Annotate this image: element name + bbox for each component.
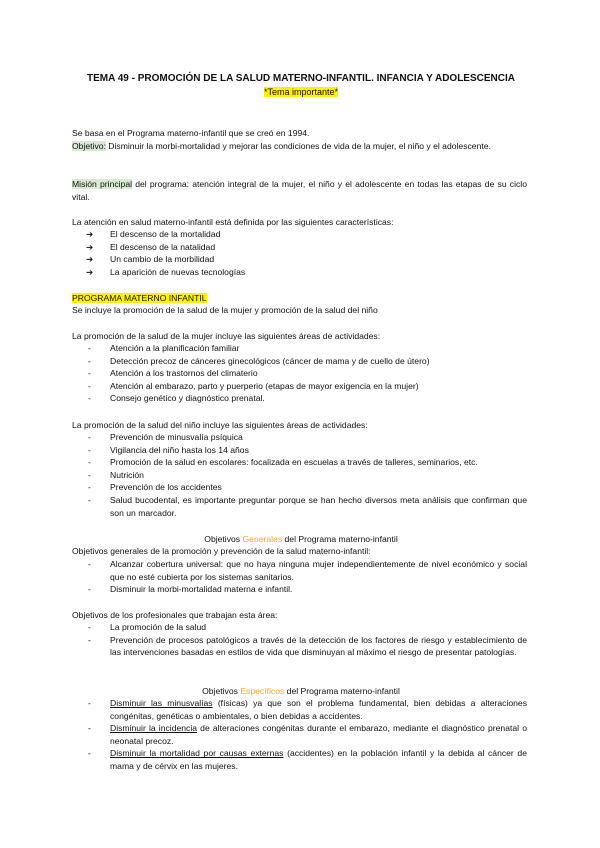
right-arrow-icon: ➔ <box>86 229 94 239</box>
dash-icon: - <box>88 444 91 455</box>
dash-icon: - <box>88 698 91 708</box>
list-item: - La promoción de la salud <box>88 622 207 632</box>
profesionales-intro: Objetivos de los profesionales que trabajan esta área: <box>72 610 278 620</box>
mujer-list <box>72 342 527 405</box>
list-item: - Disminuir la morbi-mortalidad materna e infantil. <box>88 584 293 595</box>
list-item: - Atención a los trastornos del climaterio <box>88 368 258 379</box>
list-item: - Prevención de procesos patológicos a través de la detección de los factores de riesgo y establecimiento de las intervenciones basadas en estilos de vida que disminuyan al máximo el riesgo de presentar patologías. <box>88 634 527 658</box>
list-item: - Prevención de minusvalía psíquica <box>88 432 243 442</box>
dash-icon: - <box>88 343 91 353</box>
list-item: - Salud bucodental, es importante preguntar porque se han hecho diversos meta análisis que confirman que son un marcador. <box>88 494 527 518</box>
list-item: ➔ La aparición de nuevas tecnologías <box>86 266 246 277</box>
nino-intro: La promoción de la salud del niño incluye las siguientes áreas de actividades: <box>72 420 368 430</box>
profesionales-list <box>72 621 527 659</box>
intro-text: Se basa en el Programa materno-infantil que se creó en 1994. <box>72 128 310 138</box>
important-note: *Tema importante* <box>263 86 339 97</box>
list-item: - Atención a la planificación familiar <box>88 343 240 353</box>
dash-icon: - <box>88 380 91 391</box>
right-arrow-icon: ➔ <box>86 266 94 277</box>
caracteristicas-intro: La atención en salud materno-infantil está definida por las siguientes características: <box>72 217 394 227</box>
objetivo-text: Disminuir la morbi-mortalidad y mejorar las condiciones de vida de la mujer, el niño y el adolescente. <box>105 141 491 151</box>
dash-icon: - <box>88 457 91 468</box>
especificos-list <box>72 697 527 773</box>
list-item: ➔ El descenso de la mortalidad <box>86 229 221 239</box>
dash-icon: - <box>88 469 91 480</box>
caracteristicas-list <box>72 228 527 278</box>
dash-icon: - <box>88 584 91 595</box>
list-item: - Prevención de los accidentes <box>88 482 222 493</box>
dash-icon: - <box>88 432 91 442</box>
especificos-heading: Objetivos Específicos del Programa materno-infantil <box>202 686 400 696</box>
list-item: - Detección precoz de cánceres ginecológicos (cáncer de mama y de cuello de útero) <box>88 355 430 366</box>
generales-list <box>72 558 527 596</box>
list-item: - Nutrición <box>88 469 144 480</box>
dash-icon: - <box>88 559 91 569</box>
dash-icon: - <box>88 634 91 645</box>
list-item: - Disminuir la incidencia de alteraciones congénitas durante el embarazo, mediante el diagnóstico prenatal o neonatal precoz. <box>88 723 527 746</box>
list-item: - Disminuir la mortalidad por causas externas (accidentes) en la población infantil y la debida al cáncer de mama y de cérvix en las mujeres. <box>88 748 527 771</box>
list-item: - Disminuir las minusvalías (físicas) ya que son el problema fundamental, bien debidas a alteraciones congénitas, genéticas o ambientales, o bien debidas a accidentes. <box>88 698 527 721</box>
generales-intro: Objetivos generales de la promoción y prevención de la salud materno-infantil: <box>72 546 371 556</box>
right-arrow-icon: ➔ <box>86 241 94 252</box>
dash-icon: - <box>88 368 91 379</box>
dash-icon: - <box>88 748 91 759</box>
list-item: - Atención al embarazo, parto y puerperio (etapas de mayor exigencia en la mujer) <box>88 380 419 391</box>
dash-icon: - <box>88 393 91 404</box>
programa-text: Se incluye la promoción de la salud de la mujer y promoción de la salud del niño <box>72 305 378 315</box>
mision-paragraph <box>72 178 527 203</box>
mision-label: Misión principal <box>72 179 133 189</box>
nino-list <box>72 431 527 519</box>
list-item: - Alcanzar cobertura universal: que no haya ninguna mujer independientemente de nivel económico y social que no esté cubierta por los sistemas sanitarios. <box>88 559 527 582</box>
dash-icon: - <box>88 622 91 632</box>
dash-icon: - <box>88 723 91 734</box>
mision-text: del programa: atención integral de la mujer, el niño y el adolescente en todas las etapas de su ciclo vital. <box>72 179 527 202</box>
objetivo-label: Objetivo: <box>72 141 106 151</box>
programa-heading: PROGRAMA MATERNO INFANTIL <box>72 293 207 303</box>
list-item: ➔ El descenso de la natalidad <box>86 241 216 252</box>
generales-heading: Objetivos Generales del Programa materno-infantil <box>204 534 398 544</box>
document-title: TEMA 49 - PROMOCIÓN DE LA SALUD MATERNO-INFANTIL. INFANCIA Y ADOLESCENCIA *Tema importante* <box>87 73 515 97</box>
dash-icon: - <box>88 355 91 366</box>
objetivo-paragraph <box>72 140 527 153</box>
right-arrow-icon: ➔ <box>86 254 94 265</box>
list-item: ➔ Un cambio de la morbilidad <box>86 254 215 265</box>
mujer-intro: La promoción de la salud de la mujer incluye las siguientes áreas de actividades: <box>72 331 381 341</box>
dash-icon: - <box>88 482 91 493</box>
programa-heading-row <box>72 292 527 305</box>
list-item: - Promoción de la salud en escolares: focalizada en escuelas a través de talleres, seminarios, etc. <box>88 457 478 468</box>
dash-icon: - <box>88 494 91 505</box>
list-item: - Consejo genético y diagnóstico prenatal. <box>88 393 265 404</box>
list-item: - Vigilancia del niño hasta los 14 años <box>88 444 249 455</box>
